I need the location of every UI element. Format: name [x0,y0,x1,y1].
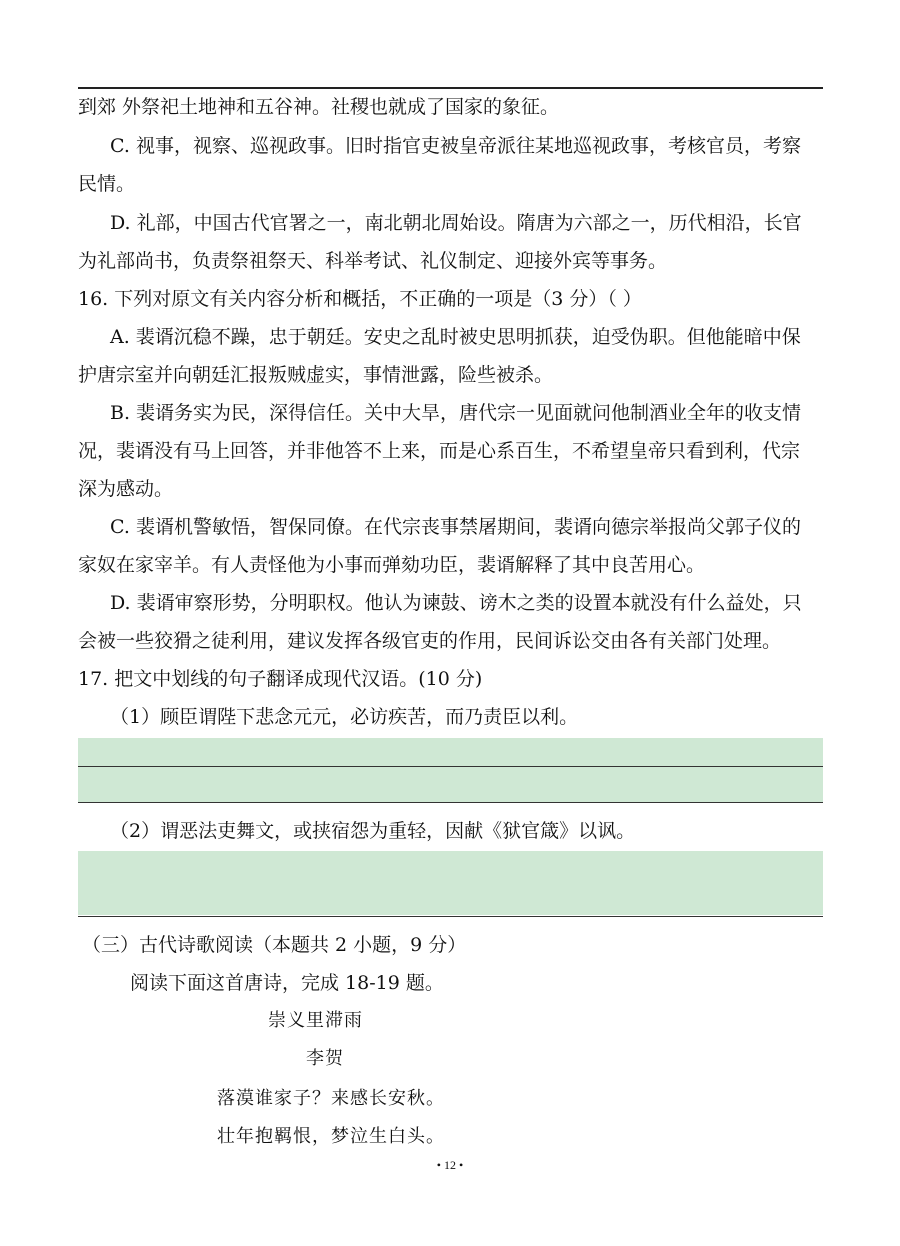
page-number: • 12 • [436,1158,464,1172]
poem-title: 崇义里滞雨 [268,1010,363,1031]
note-d-line-2: 为礼部尚书，负责祭祖祭天、科举考试、礼仪制定、迎接外宾等事务。 [78,250,668,272]
option-d-line-1: D. 裴谞审察形势，分明职权。他认为谏鼓、谤木之类的设置本就没有什么益处，只 [110,592,802,614]
poem-author: 李贺 [306,1048,344,1069]
question-16-stem: 16. 下列对原文有关内容分析和概括，不正确的一项是（3 分）（ ） [78,288,642,310]
option-a-line-2: 护唐宗室并向朝廷汇报叛贼虚实，事情泄露，险些被杀。 [78,364,554,386]
option-c-line-2: 家奴在家宰羊。有人责怪他为小事而弹劾功臣，裴谞解释了其中良苦用心。 [78,554,706,576]
sentence-2: （2）谓恶法吏舞文，或挟宿怨为重轻，因献《狱官箴》以讽。 [110,820,636,842]
answer-rule [78,766,823,767]
option-c-line-1: C. 裴谞机警敏悟，智保同僚。在代宗丧事禁屠期间，裴谞向德宗举报尚父郭子仪的 [110,516,801,538]
sentence-1: （1）顾臣谓陛下悲念元元，必访疾苦，而乃责臣以利。 [110,706,579,728]
poem-line-1: 落漠谁家子？来感长安秋。 [217,1088,445,1109]
option-b-line-3: 深为感动。 [78,478,174,500]
question-17-stem: 17. 把文中划线的句子翻译成现代汉语。(10 分) [78,668,483,690]
poem-line-2: 壮年抱羁恨，梦泣生白头。 [217,1126,445,1147]
section-heading: （三）古代诗歌阅读（本题共 2 小题，9 分） [82,934,467,956]
answer-rule [78,916,823,917]
answer-area-2[interactable] [78,851,823,915]
note-c-line-2: 民情。 [78,173,136,195]
top-rule [78,87,823,89]
continuation-line: 到郊 外祭祀土地神和五谷神。社稷也就成了国家的象征。 [78,96,560,118]
option-a-line-1: A. 裴谞沉稳不躁，忠于朝廷。安史之乱时被史思明抓获，迫受伪职。但他能暗中保 [110,326,801,348]
note-d-line-1: D. 礼部，中国古代官署之一，南北朝北周始设。隋唐为六部之一，历代相沿，长官 [110,212,802,234]
option-d-line-2: 会被一些狡猾之徒利用，建议发挥各级官吏的作用，民间诉讼交由各有关部门处理。 [78,630,782,652]
option-b-line-2: 况，裴谞没有马上回答，并非他答不上来，而是心系百生，不希望皇帝只看到利，代宗 [78,440,801,462]
answer-rule [78,802,823,803]
note-c-line-1: C. 视事，视察、巡视政事。旧时指官吏被皇帝派往某地巡视政事，考核官员，考察 [110,135,801,157]
answer-area-1[interactable] [78,738,823,802]
option-b-line-1: B. 裴谞务实为民，深得信任。关中大旱，唐代宗一见面就问他制酒业全年的收支情 [110,402,802,424]
section-instruction: 阅读下面这首唐诗，完成 18-19 题。 [130,972,444,994]
